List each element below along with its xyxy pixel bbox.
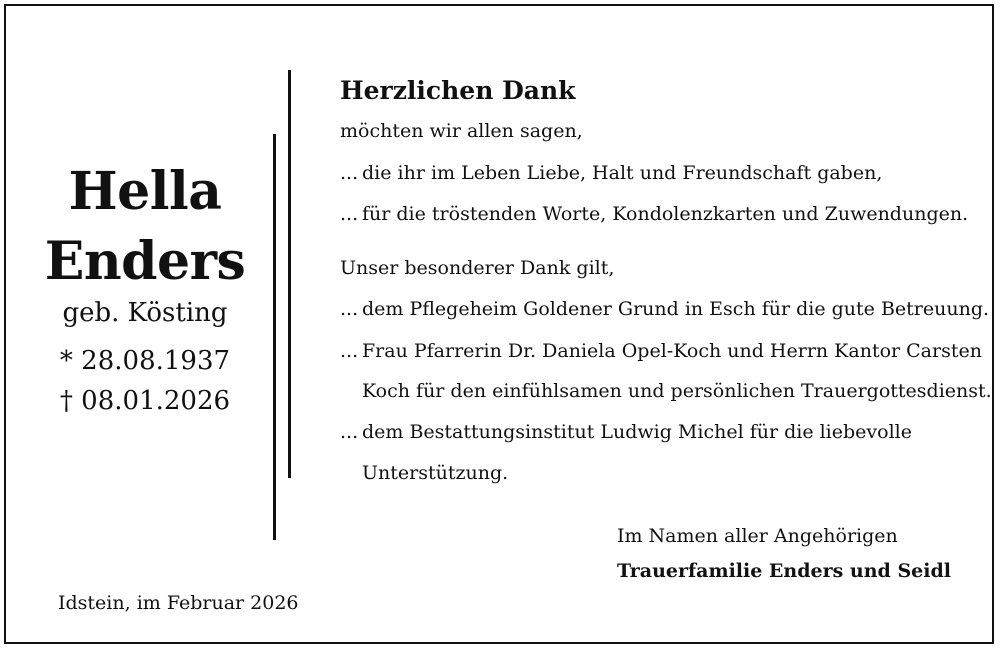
thanks-text: dem Bestattungsinstitut Ludwig Michel für die liebevolle (362, 421, 912, 443)
ellipsis: ... (340, 203, 359, 225)
thanks-line-2 (340, 201, 968, 227)
special-line-3-cont: Unterstützung. (362, 462, 509, 484)
special-line-1 (340, 296, 989, 322)
last-name: Enders (44, 231, 246, 292)
ellipsis: ... (340, 162, 359, 184)
thanks-text: für die tröstenden Worte, Kondolenzkarten und Zuwendungen. (362, 203, 969, 225)
thanks-text: dem Pflegeheim Goldener Grund in Esch für die gute Betreuung. (362, 298, 990, 320)
thanks-text: die ihr im Leben Liebe, Halt und Freundschaft gaben, (362, 162, 883, 184)
place-and-date: Idstein, im Februar 2026 (58, 592, 299, 614)
special-line-3 (340, 419, 912, 445)
thanks-text: Frau Pfarrerin Dr. Daniela Opel-Koch und Herrn Kantor Carsten (362, 340, 982, 362)
ellipsis: ... (340, 298, 359, 320)
special-line-2-cont: Koch für den einfühlsamen und persönlichen Trauergottesdienst. (362, 380, 992, 402)
signature-line-2: Trauerfamilie Enders und Seidl (617, 560, 951, 582)
maiden-name: geb. Kösting (62, 298, 228, 328)
intro-line: möchten wir allen sagen, (340, 120, 583, 142)
birth-date: * 28.08.1937 (59, 346, 231, 376)
special-thanks-line: Unser besonderer Dank gilt, (340, 257, 615, 279)
ellipsis: ... (340, 340, 359, 362)
thanks-heading: Herzlichen Dank (340, 76, 576, 105)
thanks-line-1 (340, 160, 882, 186)
first-name: Hella (68, 161, 222, 222)
divider-line-left (273, 134, 276, 540)
signature-line-1: Im Namen aller Angehörigen (617, 525, 898, 547)
ellipsis: ... (340, 421, 359, 443)
death-date: † 08.01.2026 (59, 386, 231, 416)
divider-line-right (288, 70, 291, 478)
special-line-2 (340, 338, 982, 364)
